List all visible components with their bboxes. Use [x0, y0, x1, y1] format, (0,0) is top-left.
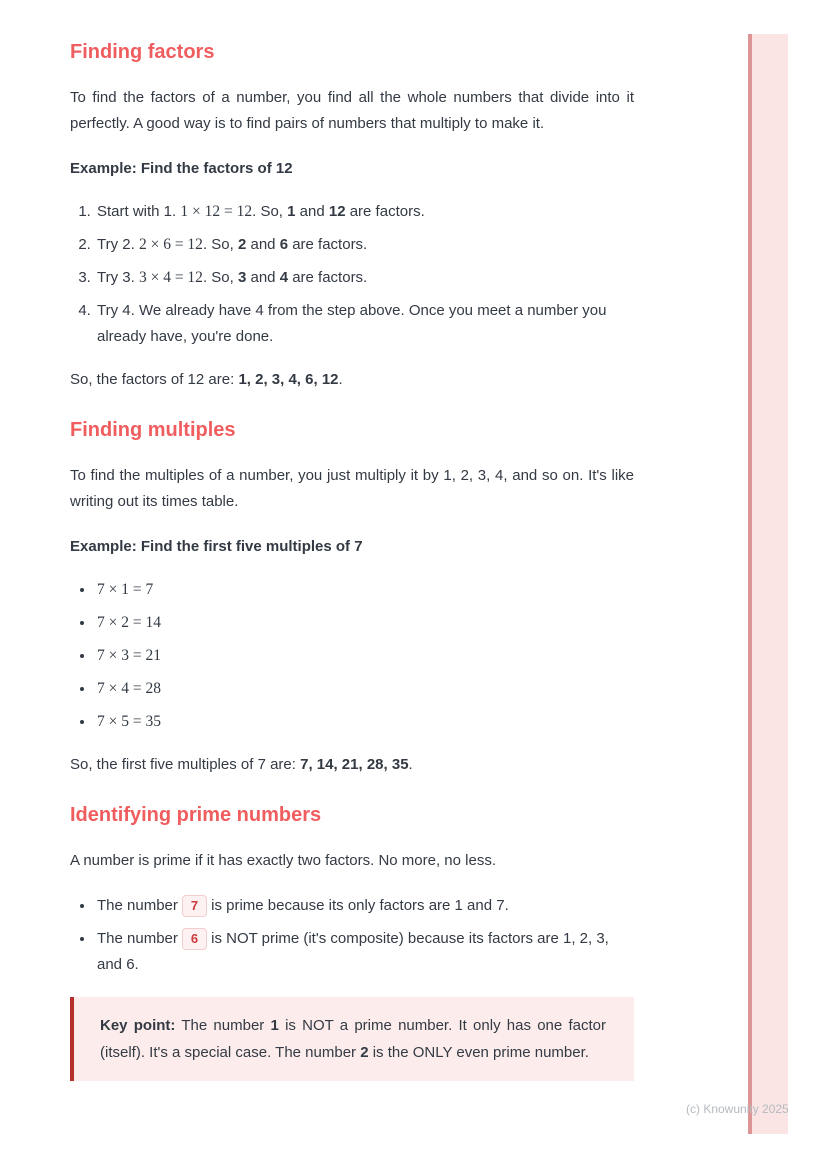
result-text: So, the first five multiples of 7 are:: [70, 756, 301, 773]
result-text: So, the factors of 12 are:: [70, 371, 239, 388]
factors-step-4: [95, 298, 634, 350]
math-expression: 1 × 12 = 12: [180, 203, 253, 220]
math-expression: 7 × 4 = 28: [97, 680, 161, 697]
step-text: and: [246, 269, 280, 286]
key-point-number: 2: [360, 1044, 369, 1061]
factor-value: 2: [237, 236, 247, 253]
factor-value: 12: [328, 203, 346, 220]
step-text: . So,: [202, 236, 238, 253]
math-expression: 7 × 1 = 7: [97, 581, 154, 598]
result-values: 7, 14, 21, 28, 35: [300, 756, 409, 773]
multiples-item-4: [95, 676, 634, 702]
factors-intro-paragraph: To find the factors of a number, you find all the whole numbers that divide into it perfectly. A good way is to find pairs of numbers that multiply to make it.: [70, 89, 634, 132]
primes-item-7: [95, 893, 634, 919]
prime-text: is NOT prime (it's composite) because its factors are 1, 2, 3, and 6.: [97, 930, 609, 973]
key-point-callout: [70, 997, 634, 1081]
prime-text: The number: [97, 897, 178, 914]
step-text: are factors.: [345, 203, 425, 220]
result-text: .: [408, 756, 413, 773]
step-text: and: [246, 236, 280, 253]
factors-result-line: [70, 367, 634, 393]
section-finding-multiples: [70, 420, 634, 778]
multiples-intro-paragraph: To find the multiples of a number, you just multiply it by 1, 2, 3, 4, and so on. It's like writing out its times table.: [70, 467, 634, 510]
multiples-item-2: [95, 610, 634, 636]
factors-step-3: [95, 265, 634, 291]
primes-bullet-list: [70, 893, 634, 978]
factors-step-2: [95, 232, 634, 258]
multiples-item-5: [95, 709, 634, 735]
multiples-item-1: [95, 577, 634, 603]
prime-text: is prime because its only factors are 1 and 7.: [211, 897, 509, 914]
factor-value: 1: [287, 203, 296, 220]
key-point-text: The number: [175, 1017, 271, 1034]
number-badge-7: 7: [182, 895, 207, 917]
step-text: and: [295, 203, 329, 220]
math-expression: 7 × 2 = 14: [97, 614, 161, 631]
section-heading-finding-factors: Finding factors: [70, 41, 215, 63]
step-text: are factors.: [288, 236, 368, 253]
factors-step-1: [95, 199, 634, 225]
key-point-label: Key point:: [100, 1017, 176, 1034]
page-edge-stripe: [748, 34, 788, 1134]
key-point-text: is NOT a prime number. It only has one factor (itself). It's a special case. The number: [100, 1017, 606, 1061]
step-text: Try 4. We already have 4 from the step above. Once you meet a number you already have, you're done.: [97, 302, 607, 345]
multiples-example-heading: Example: Find the first five multiples of 7: [70, 538, 363, 555]
math-expression: 7 × 5 = 35: [97, 713, 161, 730]
multiples-item-3: [95, 643, 634, 669]
multiples-bullet-list: [70, 577, 634, 735]
result-values: 1, 2, 3, 4, 6, 12: [238, 371, 339, 388]
step-text: Start with 1.: [97, 203, 181, 220]
math-expression: 2 × 6 = 12: [138, 236, 203, 253]
result-text: .: [338, 371, 343, 388]
section-finding-factors: [70, 42, 634, 393]
key-point-text: is the ONLY even prime number.: [368, 1044, 589, 1061]
key-point-number: 1: [270, 1017, 279, 1034]
multiples-result-line: [70, 752, 634, 778]
factors-steps-list: [70, 199, 634, 350]
step-text: Try 3.: [97, 269, 139, 286]
section-heading-finding-multiples: Finding multiples: [70, 419, 236, 441]
prime-text: The number: [97, 930, 178, 947]
step-text: . So,: [252, 203, 288, 220]
section-identifying-primes: [70, 805, 634, 1081]
step-text: are factors.: [288, 269, 368, 286]
primes-item-6: [95, 926, 634, 978]
factor-value: 4: [279, 269, 289, 286]
number-badge-6: 6: [182, 928, 207, 950]
math-expression: 7 × 3 = 21: [97, 647, 161, 664]
factor-value: 3: [237, 269, 247, 286]
factors-example-heading: Example: Find the factors of 12: [70, 160, 293, 177]
factor-value: 6: [279, 236, 289, 253]
primes-intro-paragraph: A number is prime if it has exactly two factors. No more, no less.: [70, 852, 496, 869]
step-text: . So,: [202, 269, 238, 286]
copyright-notice: (c) Knowunity 2025: [686, 1102, 789, 1116]
math-expression: 3 × 4 = 12: [138, 269, 203, 286]
section-heading-identifying-primes: Identifying prime numbers: [70, 804, 322, 826]
document-content: [70, 42, 634, 1081]
step-text: Try 2.: [97, 236, 139, 253]
